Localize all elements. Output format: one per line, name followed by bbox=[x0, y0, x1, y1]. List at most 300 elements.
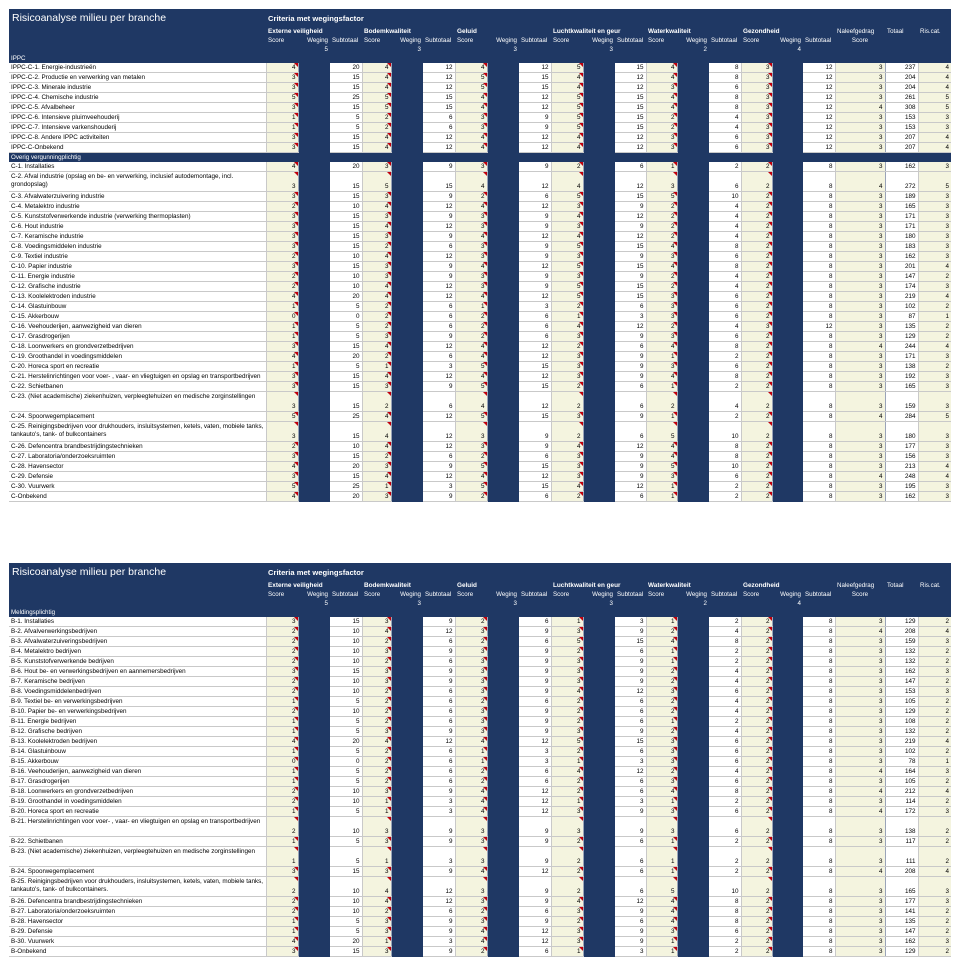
bk-score: 4 bbox=[362, 222, 391, 232]
ev-subtotaal: 15 bbox=[330, 83, 362, 93]
ev-subtotaal: 10 bbox=[330, 282, 362, 292]
ge-score: 2 bbox=[455, 947, 487, 957]
weight-cell bbox=[677, 292, 709, 302]
weight-cell bbox=[583, 352, 615, 362]
weight-cell bbox=[583, 242, 615, 252]
gz-subtotaal: 8 bbox=[803, 242, 835, 252]
gz-score: 2 bbox=[741, 452, 772, 462]
wk-subtotaal: 8 bbox=[709, 93, 741, 103]
weight-cell bbox=[583, 837, 615, 847]
sub-subtotaal: Subtotaal bbox=[330, 36, 362, 45]
table-row bbox=[9, 837, 951, 847]
weight-cell bbox=[772, 412, 803, 422]
wk-subtotaal: 2 bbox=[709, 482, 741, 492]
naleef-score: 3 bbox=[835, 63, 885, 73]
bk-subtotaal: 12 bbox=[423, 737, 455, 747]
wk-subtotaal: 4 bbox=[709, 767, 741, 777]
weight-cell bbox=[487, 232, 519, 242]
gz-subtotaal: 8 bbox=[803, 797, 835, 807]
gz-score: 2 bbox=[741, 637, 772, 647]
weight-cell bbox=[677, 302, 709, 312]
ev-score: 1 bbox=[266, 747, 298, 757]
weight-cell bbox=[677, 342, 709, 352]
bk-subtotaal: 12 bbox=[423, 412, 455, 422]
weight-cell bbox=[677, 907, 709, 917]
riscat: 5 bbox=[918, 172, 951, 192]
weight-cell bbox=[772, 342, 803, 352]
naleef-score: 4 bbox=[835, 342, 885, 352]
ge-score: 3 bbox=[455, 442, 487, 452]
riscat: 2 bbox=[918, 647, 951, 657]
ge-subtotaal: 6 bbox=[519, 322, 551, 332]
ge-score: 2 bbox=[455, 907, 487, 917]
branch-name: C-14. Glastuinbouw bbox=[9, 302, 266, 312]
wk-subtotaal: 6 bbox=[709, 312, 741, 322]
weight-cell bbox=[583, 657, 615, 667]
bk-subtotaal: 9 bbox=[423, 617, 455, 627]
sub-subtotaal: Subtotaal bbox=[615, 36, 646, 45]
weight-cell bbox=[487, 262, 519, 272]
bk-subtotaal: 6 bbox=[423, 747, 455, 757]
sub-weging: Weging bbox=[298, 36, 330, 45]
totaal: 219 bbox=[885, 292, 918, 302]
totaal: 114 bbox=[885, 797, 918, 807]
branch-name: B-28. Havensector bbox=[9, 917, 266, 927]
naleef-score: 3 bbox=[835, 657, 885, 667]
lk-subtotaal: 6 bbox=[615, 392, 646, 412]
naleef-score: 3 bbox=[835, 312, 885, 322]
weight-cell bbox=[677, 877, 709, 897]
weight-cell bbox=[391, 927, 423, 937]
wk-subtotaal: 4 bbox=[709, 212, 741, 222]
ge-score: 3 bbox=[455, 657, 487, 667]
riscat: 3 bbox=[918, 637, 951, 647]
ev-subtotaal: 15 bbox=[330, 392, 362, 412]
ge-subtotaal: 12 bbox=[519, 927, 551, 937]
ge-score: 2 bbox=[455, 767, 487, 777]
gz-subtotaal: 8 bbox=[803, 697, 835, 707]
bk-subtotaal: 12 bbox=[423, 282, 455, 292]
table-row bbox=[9, 103, 951, 113]
weight-cell bbox=[391, 73, 423, 83]
weight-cell bbox=[391, 727, 423, 737]
ge-subtotaal: 12 bbox=[519, 202, 551, 212]
ev-score: 1 bbox=[266, 927, 298, 937]
wk-score: 3 bbox=[646, 757, 677, 767]
bk-score: 3 bbox=[362, 262, 391, 272]
bk-score: 1 bbox=[362, 482, 391, 492]
naleef-score: 3 bbox=[835, 947, 885, 957]
group-waterkwaliteit: Waterkwaliteit bbox=[646, 27, 741, 36]
weight-cell bbox=[298, 767, 330, 777]
branch-name: C-15. Akkerbouw bbox=[9, 312, 266, 322]
weight-cell bbox=[391, 332, 423, 342]
table-row bbox=[9, 917, 951, 927]
weight-cell bbox=[298, 342, 330, 352]
weight-cell bbox=[391, 937, 423, 947]
wk-score: 2 bbox=[646, 222, 677, 232]
lk-subtotaal: 6 bbox=[615, 787, 646, 797]
wk-subtotaal: 4 bbox=[709, 667, 741, 677]
ev-score: 2 bbox=[266, 657, 298, 667]
branch-name: B-20. Horeca sport en recreatie bbox=[9, 807, 266, 817]
ge-score: 5 bbox=[455, 462, 487, 472]
weight-cell bbox=[772, 637, 803, 647]
table-row bbox=[9, 687, 951, 697]
riscat: 3 bbox=[918, 897, 951, 907]
bk-score: 3 bbox=[362, 382, 391, 392]
wk-score: 1 bbox=[646, 847, 677, 867]
weight-cell bbox=[677, 747, 709, 757]
gz-score: 2 bbox=[741, 222, 772, 232]
naleef-score: 4 bbox=[835, 867, 885, 877]
lk-subtotaal: 6 bbox=[615, 422, 646, 442]
weight-cell bbox=[298, 162, 330, 172]
weight-cell bbox=[583, 143, 615, 153]
ev-subtotaal: 5 bbox=[330, 332, 362, 342]
weight-cell bbox=[772, 242, 803, 252]
ev-subtotaal: 10 bbox=[330, 707, 362, 717]
lk-score: 2 bbox=[551, 707, 583, 717]
weight-cell bbox=[298, 667, 330, 677]
bk-score: 1 bbox=[362, 937, 391, 947]
weight-cell bbox=[298, 877, 330, 897]
weight-cell bbox=[298, 927, 330, 937]
weight-cell bbox=[298, 907, 330, 917]
weight-cell bbox=[677, 837, 709, 847]
bk-subtotaal: 6 bbox=[423, 352, 455, 362]
bk-subtotaal: 6 bbox=[423, 717, 455, 727]
ge-score: 3 bbox=[455, 647, 487, 657]
weight-cell bbox=[772, 372, 803, 382]
weight-cell bbox=[391, 412, 423, 422]
lk-score: 3 bbox=[551, 677, 583, 687]
wk-score: 2 bbox=[646, 767, 677, 777]
weight-cell bbox=[298, 123, 330, 133]
lk-score: 2 bbox=[551, 162, 583, 172]
riscat: 3 bbox=[918, 937, 951, 947]
sub-weging: Weging bbox=[298, 590, 330, 599]
weight-cell bbox=[487, 282, 519, 292]
riscat: 2 bbox=[918, 272, 951, 282]
weight-cell bbox=[677, 172, 709, 192]
weight-cell bbox=[391, 312, 423, 322]
wk-subtotaal: 6 bbox=[709, 252, 741, 262]
lk-subtotaal: 12 bbox=[615, 767, 646, 777]
weight-cell bbox=[391, 262, 423, 272]
totaal: 153 bbox=[885, 123, 918, 133]
wk-subtotaal: 4 bbox=[709, 627, 741, 637]
weight-cell bbox=[298, 73, 330, 83]
ev-score: 3 bbox=[266, 133, 298, 143]
ge-subtotaal: 9 bbox=[519, 212, 551, 222]
naleef-score: 3 bbox=[835, 133, 885, 143]
weight-cell bbox=[298, 192, 330, 202]
totaal: 171 bbox=[885, 352, 918, 362]
wk-score: 1 bbox=[646, 412, 677, 422]
branch-name: C-27. Laboratoria/onderzoeksruimten bbox=[9, 452, 266, 462]
naleef-score: 3 bbox=[835, 382, 885, 392]
table-row bbox=[9, 767, 951, 777]
sub-score: Score bbox=[646, 36, 677, 45]
ge-score: 5 bbox=[455, 382, 487, 392]
ge-subtotaal: 12 bbox=[519, 797, 551, 807]
gz-score: 2 bbox=[741, 442, 772, 452]
sub-subtotaal: Subtotaal bbox=[423, 36, 455, 45]
weight-cell bbox=[298, 302, 330, 312]
weight-cell bbox=[583, 262, 615, 272]
weight-cell bbox=[677, 937, 709, 947]
weight-cell bbox=[487, 817, 519, 837]
bk-subtotaal: 12 bbox=[423, 422, 455, 442]
gz-subtotaal: 8 bbox=[803, 442, 835, 452]
riscat: 2 bbox=[918, 332, 951, 342]
naleef-score: 3 bbox=[835, 637, 885, 647]
lk-score: 3 bbox=[551, 817, 583, 837]
bk-score: 4 bbox=[362, 422, 391, 442]
branch-name: C-19. Groothandel in voedingsmiddelen bbox=[9, 352, 266, 362]
riscat: 3 bbox=[918, 372, 951, 382]
weight-cell bbox=[391, 222, 423, 232]
bk-score: 1 bbox=[362, 797, 391, 807]
weight-cell bbox=[298, 103, 330, 113]
bk-subtotaal: 9 bbox=[423, 837, 455, 847]
sub-subtotaal: Subtotaal bbox=[423, 590, 455, 599]
sub-subtotaal: Subtotaal bbox=[803, 36, 835, 45]
wk-score: 1 bbox=[646, 837, 677, 847]
weight-cell bbox=[583, 292, 615, 302]
naleef-score: 3 bbox=[835, 897, 885, 907]
weight-cell bbox=[298, 143, 330, 153]
ge-subtotaal: 15 bbox=[519, 362, 551, 372]
lk-subtotaal: 6 bbox=[615, 717, 646, 727]
weight-geluid: 3 bbox=[487, 599, 519, 608]
lk-subtotaal: 9 bbox=[615, 907, 646, 917]
bk-subtotaal: 6 bbox=[423, 657, 455, 667]
ge-score: 4 bbox=[455, 937, 487, 947]
weight-cell bbox=[677, 647, 709, 657]
wk-subtotaal: 2 bbox=[709, 617, 741, 627]
wk-score: 3 bbox=[646, 133, 677, 143]
lk-score: 5 bbox=[551, 103, 583, 113]
weight-cell bbox=[583, 302, 615, 312]
naleef-score: 3 bbox=[835, 143, 885, 153]
weight-cell bbox=[298, 382, 330, 392]
ev-score: 2 bbox=[266, 637, 298, 647]
weight-cell bbox=[677, 63, 709, 73]
weight-cell bbox=[772, 817, 803, 837]
ev-subtotaal: 10 bbox=[330, 687, 362, 697]
gz-score: 2 bbox=[741, 362, 772, 372]
bk-score: 2 bbox=[362, 747, 391, 757]
table-row bbox=[9, 242, 951, 252]
weight-cell bbox=[487, 342, 519, 352]
bk-subtotaal: 6 bbox=[423, 392, 455, 412]
wk-subtotaal: 6 bbox=[709, 757, 741, 767]
gz-subtotaal: 12 bbox=[803, 83, 835, 93]
bk-score: 2 bbox=[362, 123, 391, 133]
table-row bbox=[9, 362, 951, 372]
riscat: 1 bbox=[918, 312, 951, 322]
sheet-block-2 bbox=[9, 563, 949, 957]
totaal: 248 bbox=[885, 472, 918, 482]
ge-subtotaal: 6 bbox=[519, 777, 551, 787]
riscat: 3 bbox=[918, 482, 951, 492]
weight-cell bbox=[487, 63, 519, 73]
bk-subtotaal: 6 bbox=[423, 777, 455, 787]
gz-score: 2 bbox=[741, 312, 772, 322]
naleef-score: 3 bbox=[835, 747, 885, 757]
ev-score: 3 bbox=[266, 103, 298, 113]
lk-score: 3 bbox=[551, 927, 583, 937]
branch-name: C-5. Kunststofverwerkende industrie (verwerking thermoplasten) bbox=[9, 212, 266, 222]
weight-cell bbox=[391, 647, 423, 657]
wk-subtotaal: 4 bbox=[709, 322, 741, 332]
branch-name: B-5. Kunststofverwerkende bedrijven bbox=[9, 657, 266, 667]
wk-subtotaal: 6 bbox=[709, 133, 741, 143]
table-row bbox=[9, 302, 951, 312]
wk-subtotaal: 8 bbox=[709, 342, 741, 352]
weight-cell bbox=[391, 192, 423, 202]
sub-score: Score bbox=[741, 36, 772, 45]
bk-subtotaal: 12 bbox=[423, 63, 455, 73]
naleef-score: 3 bbox=[835, 292, 885, 302]
weight-cell bbox=[677, 637, 709, 647]
branch-name: B-21. Herstelinrichtingen voor voer- , vaar- en vliegtuigen en opslag en transportbedrijven bbox=[9, 817, 266, 837]
lk-subtotaal: 9 bbox=[615, 202, 646, 212]
weight-cell bbox=[298, 777, 330, 787]
lk-subtotaal: 9 bbox=[615, 452, 646, 462]
lk-score: 2 bbox=[551, 647, 583, 657]
totaal: 147 bbox=[885, 927, 918, 937]
gz-subtotaal: 8 bbox=[803, 222, 835, 232]
weight-cell bbox=[677, 143, 709, 153]
lk-subtotaal: 12 bbox=[615, 73, 646, 83]
ge-score: 3 bbox=[455, 897, 487, 907]
weight-cell bbox=[772, 332, 803, 342]
wk-score: 3 bbox=[646, 332, 677, 342]
wk-score: 1 bbox=[646, 617, 677, 627]
lk-subtotaal: 9 bbox=[615, 462, 646, 472]
ev-subtotaal: 5 bbox=[330, 362, 362, 372]
wk-subtotaal: 8 bbox=[709, 917, 741, 927]
totaal: 177 bbox=[885, 442, 918, 452]
gz-score: 2 bbox=[741, 482, 772, 492]
weight-cell bbox=[583, 817, 615, 837]
bk-score: 1 bbox=[362, 807, 391, 817]
lk-score: 2 bbox=[551, 787, 583, 797]
ev-score: 1 bbox=[266, 777, 298, 787]
branch-name: B-25. Reinigingsbedrijven voor drukhouders, insluitsystemen, ketels, vaten, mobiele tanks, tankauto's, tank- of bulkcontainers. bbox=[9, 877, 266, 897]
gz-score: 2 bbox=[741, 292, 772, 302]
ge-score: 3 bbox=[455, 917, 487, 927]
ge-subtotaal: 12 bbox=[519, 807, 551, 817]
riscat: 4 bbox=[918, 472, 951, 482]
branch-name: C-7. Keramische industrie bbox=[9, 232, 266, 242]
ge-score: 3 bbox=[455, 627, 487, 637]
bk-score: 4 bbox=[362, 877, 391, 897]
ge-subtotaal: 12 bbox=[519, 937, 551, 947]
branch-name: C-Onbekend bbox=[9, 492, 266, 502]
wk-score: 5 bbox=[646, 422, 677, 442]
weight-cell bbox=[677, 83, 709, 93]
weight-cell bbox=[391, 272, 423, 282]
weight-cell bbox=[772, 937, 803, 947]
bk-score: 3 bbox=[362, 617, 391, 627]
naleef-score: 3 bbox=[835, 302, 885, 312]
weight-cell bbox=[391, 252, 423, 262]
weight-cell bbox=[298, 807, 330, 817]
weight-cell bbox=[583, 342, 615, 352]
riscat: 4 bbox=[918, 737, 951, 747]
table-row bbox=[9, 392, 951, 412]
totaal: 165 bbox=[885, 202, 918, 212]
ge-subtotaal: 15 bbox=[519, 382, 551, 392]
bk-score: 4 bbox=[362, 372, 391, 382]
weight-cell bbox=[583, 717, 615, 727]
lk-score: 4 bbox=[551, 482, 583, 492]
weight-cell bbox=[583, 462, 615, 472]
bk-subtotaal: 12 bbox=[423, 342, 455, 352]
lk-subtotaal: 6 bbox=[615, 837, 646, 847]
lk-score: 2 bbox=[551, 382, 583, 392]
table-row bbox=[9, 372, 951, 382]
gz-subtotaal: 12 bbox=[803, 123, 835, 133]
ev-subtotaal: 5 bbox=[330, 727, 362, 737]
weight-cell bbox=[391, 362, 423, 372]
gz-score: 2 bbox=[741, 797, 772, 807]
ev-subtotaal: 20 bbox=[330, 292, 362, 302]
weight-cell bbox=[583, 937, 615, 947]
ev-score: 1 bbox=[266, 302, 298, 312]
weight-cell bbox=[677, 777, 709, 787]
gz-score: 2 bbox=[741, 212, 772, 222]
totaal: 108 bbox=[885, 717, 918, 727]
wk-subtotaal: 4 bbox=[709, 113, 741, 123]
ge-subtotaal: 9 bbox=[519, 837, 551, 847]
riscat: 2 bbox=[918, 302, 951, 312]
lk-score: 3 bbox=[551, 657, 583, 667]
ge-subtotaal: 9 bbox=[519, 917, 551, 927]
weight-cell bbox=[677, 797, 709, 807]
weight-cell bbox=[772, 897, 803, 907]
lk-subtotaal: 12 bbox=[615, 172, 646, 192]
branch-name: IPPC-C-4. Chemische industrie bbox=[9, 93, 266, 103]
bk-score: 2 bbox=[362, 757, 391, 767]
gz-subtotaal: 12 bbox=[803, 143, 835, 153]
ev-score: 2 bbox=[266, 707, 298, 717]
weight-cell bbox=[583, 93, 615, 103]
ev-score: 3 bbox=[266, 143, 298, 153]
bk-score: 3 bbox=[362, 927, 391, 937]
weight-cell bbox=[772, 847, 803, 867]
bk-subtotaal: 6 bbox=[423, 767, 455, 777]
weight-cell bbox=[298, 452, 330, 462]
naleef-score: 3 bbox=[835, 667, 885, 677]
branch-name: B-6. Hout be- en verwerkingsbedrijven en aannemersbedrijven bbox=[9, 667, 266, 677]
weight-cell bbox=[298, 312, 330, 322]
ge-subtotaal: 9 bbox=[519, 667, 551, 677]
bk-subtotaal: 3 bbox=[423, 482, 455, 492]
weight-cell bbox=[772, 697, 803, 707]
ev-subtotaal: 15 bbox=[330, 422, 362, 442]
weight-cell bbox=[772, 442, 803, 452]
ge-score: 4 bbox=[455, 472, 487, 482]
bk-score: 4 bbox=[362, 292, 391, 302]
ev-subtotaal: 5 bbox=[330, 847, 362, 867]
bk-subtotaal: 9 bbox=[423, 787, 455, 797]
weight-cell bbox=[677, 73, 709, 83]
